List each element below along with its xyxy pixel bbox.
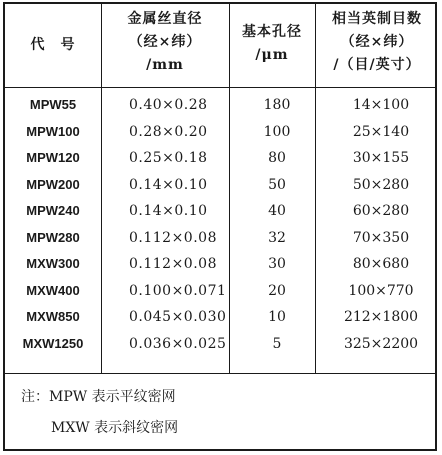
note-line-1 <box>21 386 176 408</box>
table-row <box>5 145 435 171</box>
cell-code: MPW240 <box>26 203 80 218</box>
cell-code: MXW850 <box>26 309 80 324</box>
cell-mesh-count: 212×1800 <box>343 309 419 325</box>
cell-wire-diameter: 0.14×0.10 <box>129 176 208 193</box>
table-row <box>5 251 435 277</box>
cell-aperture: 80 <box>268 150 286 166</box>
cell-aperture: 32 <box>268 229 286 246</box>
table-row <box>5 172 435 198</box>
cell-code: MPW100 <box>26 123 80 139</box>
notes-divider <box>5 373 435 374</box>
cell-wire-diameter: 0.25×0.18 <box>129 150 208 166</box>
cell-aperture: 50 <box>268 176 286 193</box>
table-row <box>5 304 435 330</box>
note-line-2 <box>51 417 178 439</box>
cell-aperture: 20 <box>268 282 286 299</box>
cell-wire-diameter: 0.14×0.10 <box>129 203 208 219</box>
cell-wire-diameter: 0.045×0.030 <box>129 309 227 325</box>
cell-mesh-count: 30×155 <box>352 150 410 166</box>
cell-mesh-count: 14×100 <box>352 97 410 113</box>
header-aperture-line1: 基本孔径 <box>242 24 302 40</box>
table-row <box>5 119 435 145</box>
cell-code: MXW300 <box>26 256 80 271</box>
cell-wire-diameter: 0.100×0.071 <box>129 282 227 299</box>
cell-mesh-count: 325×2200 <box>343 335 419 352</box>
header-aperture <box>229 21 315 67</box>
cell-mesh-count: 25×140 <box>352 123 410 140</box>
table-row <box>5 331 435 357</box>
note-mxw: MXW 表示斜纹密网 <box>51 420 179 436</box>
header-code-label: 代 号 <box>30 37 76 53</box>
cell-aperture: 100 <box>263 123 291 140</box>
spec-table <box>3 2 437 451</box>
cell-mesh-count: 50×280 <box>352 176 410 193</box>
header-divider <box>5 87 435 88</box>
header-wire-diameter-unit: /mm <box>146 57 184 73</box>
header-wire-diameter-line1: 金属丝直径 <box>127 11 203 27</box>
cell-aperture: 40 <box>268 203 286 219</box>
cell-wire-diameter: 0.40×0.28 <box>129 97 208 113</box>
header-mesh-count-line1: 相当英制目数 <box>332 11 422 27</box>
table-row <box>5 225 435 251</box>
table-row <box>5 198 435 224</box>
header-wire-diameter-line2: （经×纬） <box>128 34 202 50</box>
cell-code: MXW400 <box>26 282 80 298</box>
header-aperture-unit: /μm <box>255 47 289 63</box>
cell-code: MPW120 <box>26 150 80 165</box>
note-mpw: 注：MPW 表示平纹密网 <box>21 389 176 405</box>
cell-wire-diameter: 0.036×0.025 <box>129 335 227 352</box>
cell-code: MPW280 <box>26 229 80 245</box>
cell-mesh-count: 60×280 <box>352 203 410 219</box>
cell-aperture: 5 <box>272 335 282 352</box>
header-code <box>5 34 101 57</box>
cell-mesh-count: 100×770 <box>348 282 414 299</box>
cell-aperture: 30 <box>268 256 286 272</box>
header-mesh-count-line2: （经×纬） <box>340 34 414 50</box>
header-mesh-count-unit: /（目/英寸） <box>333 57 421 73</box>
cell-wire-diameter: 0.28×0.20 <box>129 123 208 140</box>
header-mesh-count <box>315 8 439 77</box>
table-row <box>5 278 435 304</box>
cell-wire-diameter: 0.112×0.08 <box>129 256 217 272</box>
cell-code: MPW55 <box>29 97 77 112</box>
cell-aperture: 180 <box>263 97 291 113</box>
cell-mesh-count: 70×350 <box>352 229 410 246</box>
table-row <box>5 92 435 118</box>
cell-mesh-count: 80×680 <box>352 256 410 272</box>
cell-aperture: 10 <box>268 309 286 325</box>
cell-code: MPW200 <box>26 176 80 192</box>
header-wire-diameter <box>101 8 229 77</box>
cell-wire-diameter: 0.112×0.08 <box>129 229 217 246</box>
cell-code: MXW1250 <box>22 335 84 351</box>
